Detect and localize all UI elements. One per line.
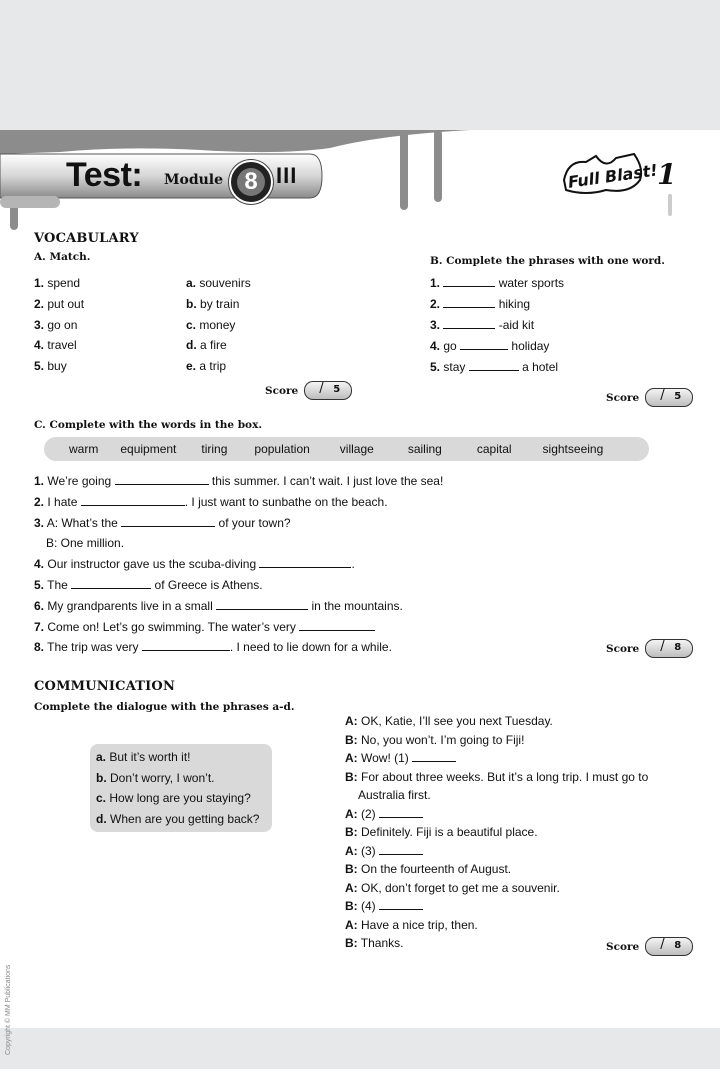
worksheet-page: [0, 130, 720, 1055]
test-title: Test:: [66, 156, 143, 194]
list-item: 2. I hate . I just want to sunbathe on the beach.: [34, 494, 388, 509]
list-item: e. a trip: [186, 359, 227, 374]
word-item: sightseeing: [542, 442, 604, 456]
dialogue-line: A: Wow! (1): [345, 749, 648, 768]
match-instruction: A. Match.: [34, 251, 91, 263]
list-item: B: One million.: [46, 536, 125, 551]
dialogue-line: B: On the fourteenth of August.: [345, 862, 512, 876]
word-item: population: [254, 442, 310, 456]
list-item: d. When are you getting back?: [96, 811, 260, 826]
list-item: 3. -aid kit: [430, 318, 535, 332]
module-number: 8: [237, 168, 265, 196]
match-right-list: [186, 273, 251, 377]
phrases-list: [430, 273, 564, 378]
vocabulary-heading: VOCABULARY: [34, 231, 139, 246]
word-item: warm: [69, 442, 99, 456]
list-item: d. a fire: [186, 338, 227, 353]
copyright-note: Copyright © MM Publications: [5, 964, 12, 1055]
list-item: 1. spend: [34, 276, 81, 290]
words-box-instruction: C. Complete with the words in the box.: [34, 419, 262, 431]
list-item: a. But it’s worth it!: [96, 750, 191, 764]
score-box[interactable]: / 5: [645, 388, 693, 407]
score-communication: [606, 937, 693, 956]
phrases-options: [96, 747, 259, 829]
dialogue-line: A: Have a nice trip, then.: [345, 917, 478, 932]
phrases-instruction: B. Complete the phrases with one word.: [430, 255, 665, 267]
score-label: Score: [265, 384, 299, 397]
list-item: 8. The trip was very . I need to lie down for a while.: [34, 640, 392, 655]
list-item: 1. water sports: [430, 276, 565, 290]
list-item: 5. The of Greece is Athens.: [34, 577, 263, 592]
dialogue-instruction: Complete the dialogue with the phrases a-d.: [34, 701, 295, 713]
list-item: a. souvenirs: [186, 276, 251, 290]
list-item: c. money: [186, 317, 236, 332]
list-item: 5. stay a hotel: [430, 360, 559, 374]
score-label: Score: [606, 940, 640, 953]
match-left-list: [34, 273, 84, 377]
word-item: tiring: [201, 442, 228, 456]
score-label: Score: [606, 391, 640, 404]
dialogue-line: B: (4): [345, 897, 648, 916]
list-item: 2. hiking: [430, 297, 531, 311]
score-label: Score: [606, 642, 640, 655]
score-box[interactable]: / 8: [645, 639, 693, 658]
dialogue-line: A: OK, Katie, I’ll see you next Tuesday.: [345, 714, 553, 728]
module-label: Module: [164, 172, 224, 188]
dialogue-line: B: For about three weeks. But it’s a long trip. I must go to: [345, 769, 649, 784]
list-item: 5. buy: [34, 359, 67, 374]
word-item: sailing: [407, 442, 442, 456]
list-item: 3. A: What’s the of your town?: [34, 515, 291, 530]
dialogue-line: B: Thanks.: [345, 936, 404, 950]
module-number-badge: [229, 160, 273, 204]
list-item: 4. go holiday: [430, 339, 550, 353]
word-item: village: [339, 442, 374, 456]
score-box[interactable]: / 8: [645, 937, 693, 956]
dialogue-line: Australia first.: [358, 788, 431, 802]
dialogue: [345, 712, 648, 953]
list-item: 7. Come on! Let’s go swimming. The water’s very: [34, 617, 443, 638]
list-item: 4. travel: [34, 338, 77, 353]
communication-heading: COMMUNICATION: [34, 679, 176, 694]
score-c: [606, 639, 693, 658]
word-box: [44, 437, 649, 461]
sentences-list: [34, 471, 443, 658]
dialogue-line: A: (2): [345, 805, 648, 824]
dialogue-line: A: OK, don’t forget to get me a souvenir.: [345, 880, 560, 895]
dialogue-line: B: No, you won’t. I’m going to Fiji!: [345, 732, 525, 747]
dialogue-line: B: Definitely. Fiji is a beautiful place.: [345, 825, 538, 839]
dialogue-line: A: (3): [345, 842, 648, 861]
word-item: capital: [476, 442, 512, 456]
score-a: [265, 381, 352, 400]
list-item: c. How long are you staying?: [96, 791, 251, 806]
score-box[interactable]: / 5: [304, 381, 352, 400]
full-blast-logo: [556, 150, 659, 198]
list-item: 6. My grandparents live in a small in the mountains.: [34, 598, 403, 613]
list-item: 3. go on: [34, 317, 78, 332]
drip-decoration: [668, 194, 672, 216]
list-item: b. Don’t worry, I won’t.: [96, 770, 215, 785]
word-item: equipment: [120, 442, 177, 456]
list-item: 4. Our instructor gave us the scuba-diving .: [34, 557, 355, 572]
list-item: 2. put out: [34, 296, 85, 311]
level-number: 1: [657, 158, 677, 191]
logo-text: Full Blast!: [566, 160, 659, 192]
list-item: b. by train: [186, 296, 240, 311]
roman-numeral: III: [276, 163, 298, 188]
score-b: [606, 388, 693, 407]
list-item: 1. We’re going this summer. I can’t wait. I just love the sea!: [34, 474, 444, 488]
